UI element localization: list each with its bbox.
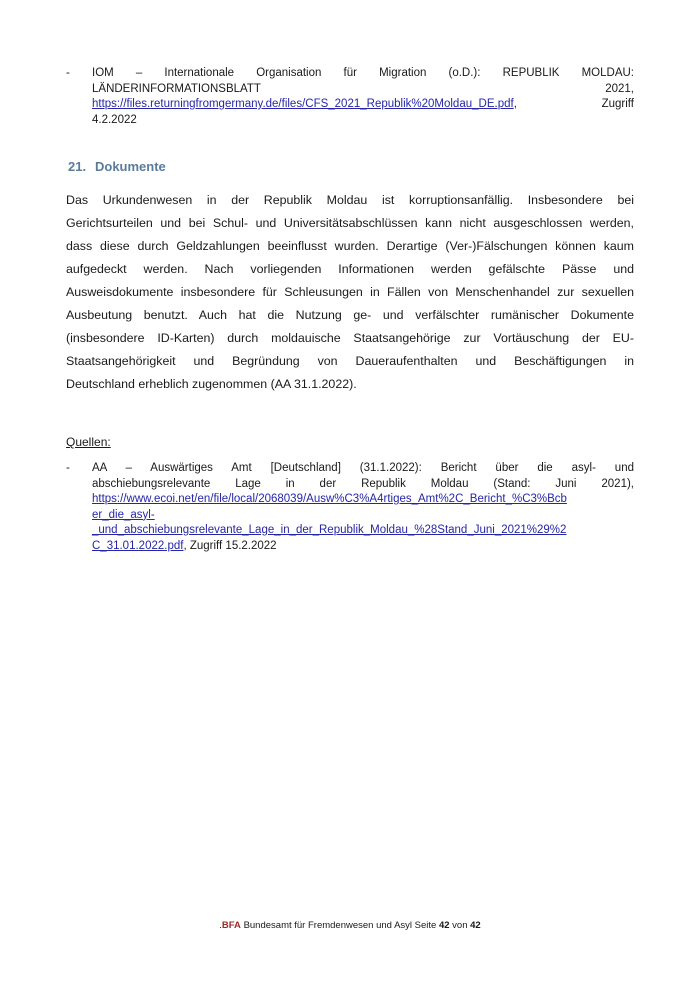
source-line [92, 539, 634, 555]
source-line [92, 492, 634, 508]
section-title: Dokumente [95, 159, 166, 174]
ecoi-pdf-link[interactable]: er_die_asyl- [92, 508, 155, 521]
source-line [92, 97, 634, 113]
section-number: 21. [68, 159, 87, 174]
footer-page-number: 42 [438, 920, 450, 931]
footer-of-word: von [452, 920, 468, 931]
paragraph-line: Ausbeutung benutzt. Auch hat die Nutzung ge- und verfälschter rumänischer Dokumente [66, 308, 634, 322]
body-paragraph [66, 189, 634, 396]
source-line: IOM – Internationale Organisation für Migration (o.D.): REPUBLIK MOLDAU: [92, 67, 634, 79]
source-line: AA – Auswärtiges Amt [Deutschland] (31.1.2022): Bericht über die asyl- und [92, 462, 634, 474]
footer-page-total: 42 [470, 920, 481, 931]
paragraph-line: Ausweisdokumente insbesondere für Schleusungen in Fällen von Menschenhandel zur sexuellen [66, 285, 634, 299]
source-text-aa [92, 461, 634, 554]
source-line: abschiebungsrelevante Lage in der Republik Moldau (Stand: Juni 2021), [92, 477, 634, 490]
source-access-date: 4.2.2022 [92, 113, 137, 126]
source-line [92, 82, 634, 98]
iom-pdf-link[interactable]: https://files.returningfromgermany.de/files/CFS_2021_Republik%20Moldau_DE.pdf [92, 98, 514, 110]
comma: , [513, 98, 517, 110]
source-item-iom [66, 66, 634, 128]
page-footer [0, 920, 700, 932]
ecoi-pdf-link[interactable]: https://www.ecoi.net/en/file/local/2068039/Ausw%C3%A4rtiges_Amt%2C_Bericht_%C3%Bcb [92, 493, 567, 505]
source-line [92, 508, 634, 524]
bullet-marker: - [66, 67, 70, 79]
sources-heading: Quellen: [66, 435, 111, 449]
paragraph-line: Deutschland erheblich zugenommen (AA 31.1.2022). [66, 377, 357, 391]
zugriff-label: Zugriff [601, 98, 634, 110]
footer-org: Bundesamt für Fremdenwesen und Asyl [243, 920, 413, 931]
paragraph-line: aufgedeckt werden. Nach vorliegenden Informationen werden gefälschte Pässe und [66, 262, 634, 276]
source-year: 2021, [605, 82, 634, 95]
paragraph-line: (insbesondere ID-Karten) durch moldauische Staatsangehörige zur Vortäuschung der EU- [66, 331, 634, 345]
ecoi-pdf-link[interactable]: _und_abschiebungsrelevante_Lage_in_der_Republik_Moldau_%28Stand_Juni_2021%29%2 [92, 524, 567, 536]
paragraph-line: Staatsangehörigkeit und Begründung von Daueraufenthalten und Beschäftigungen in [66, 354, 634, 368]
footer-dot: . [219, 920, 222, 931]
ecoi-pdf-link[interactable]: C_31.01.2022.pdf [92, 539, 184, 552]
bullet-marker: - [66, 462, 70, 474]
source-title: LÄNDERINFORMATIONSBLATT [92, 82, 261, 95]
source-text-iom [92, 66, 634, 128]
section-heading [68, 158, 636, 176]
source-item-aa [66, 461, 634, 554]
source-access-date: , Zugriff 15.2.2022 [183, 539, 277, 552]
footer-page-word: Seite [414, 920, 437, 931]
paragraph-line: Gerichtsurteilen und bei Schul- und Universitätsabschlüssen kann nicht ausgeschlossen werden, [66, 216, 634, 230]
source-line [92, 523, 634, 539]
paragraph-line: Das Urkundenwesen in der Republik Moldau ist korruptionsanfällig. Insbesondere bei [66, 193, 634, 207]
bfa-logo: BFA [221, 920, 241, 931]
paragraph-line: dass diese durch Geldzahlungen beeinflusst wurden. Derartige (Ver-)Fälschungen können kaum [66, 239, 634, 253]
